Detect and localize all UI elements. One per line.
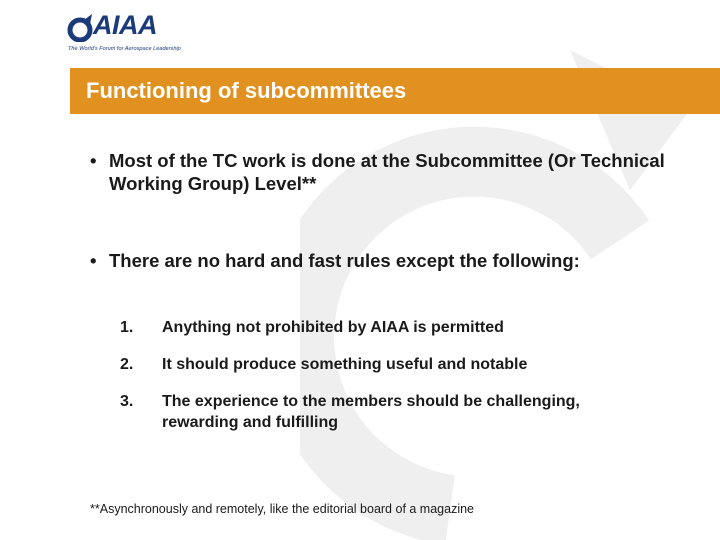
aiaa-swirl-icon <box>66 14 96 42</box>
item-text: It should produce something useful and notable <box>162 356 528 373</box>
slide-title: Functioning of subcommittees <box>86 78 407 103</box>
aiaa-logo <box>66 10 184 56</box>
bullet-text: Most of the TC work is done at the Subcommittee (Or Technical Working Group) Level** <box>109 150 665 194</box>
item-number: 3. <box>120 393 134 410</box>
circular-arrow-watermark <box>300 40 700 540</box>
bullet-dot: • <box>90 250 97 271</box>
footnote: **Asynchronously and remotely, like the editorial board of a magazine <box>90 502 475 516</box>
item-number: 1. <box>120 319 134 336</box>
item-text: The experience to the members should be challenging, rewarding and fulfilling <box>162 393 580 431</box>
bullet-item <box>90 150 669 196</box>
bullet-dot: • <box>90 150 97 171</box>
bullet-text: There are no hard and fast rules except the following: <box>109 250 580 271</box>
logo-tagline: The World's Forum for Aerospace Leadership <box>68 46 181 52</box>
logo-wordmark: AIAA <box>93 10 157 40</box>
bullet-item <box>90 250 669 273</box>
item-text: Anything not prohibited by AIAA is permitted <box>162 319 504 336</box>
item-number: 2. <box>120 356 134 373</box>
title-band <box>70 68 720 114</box>
